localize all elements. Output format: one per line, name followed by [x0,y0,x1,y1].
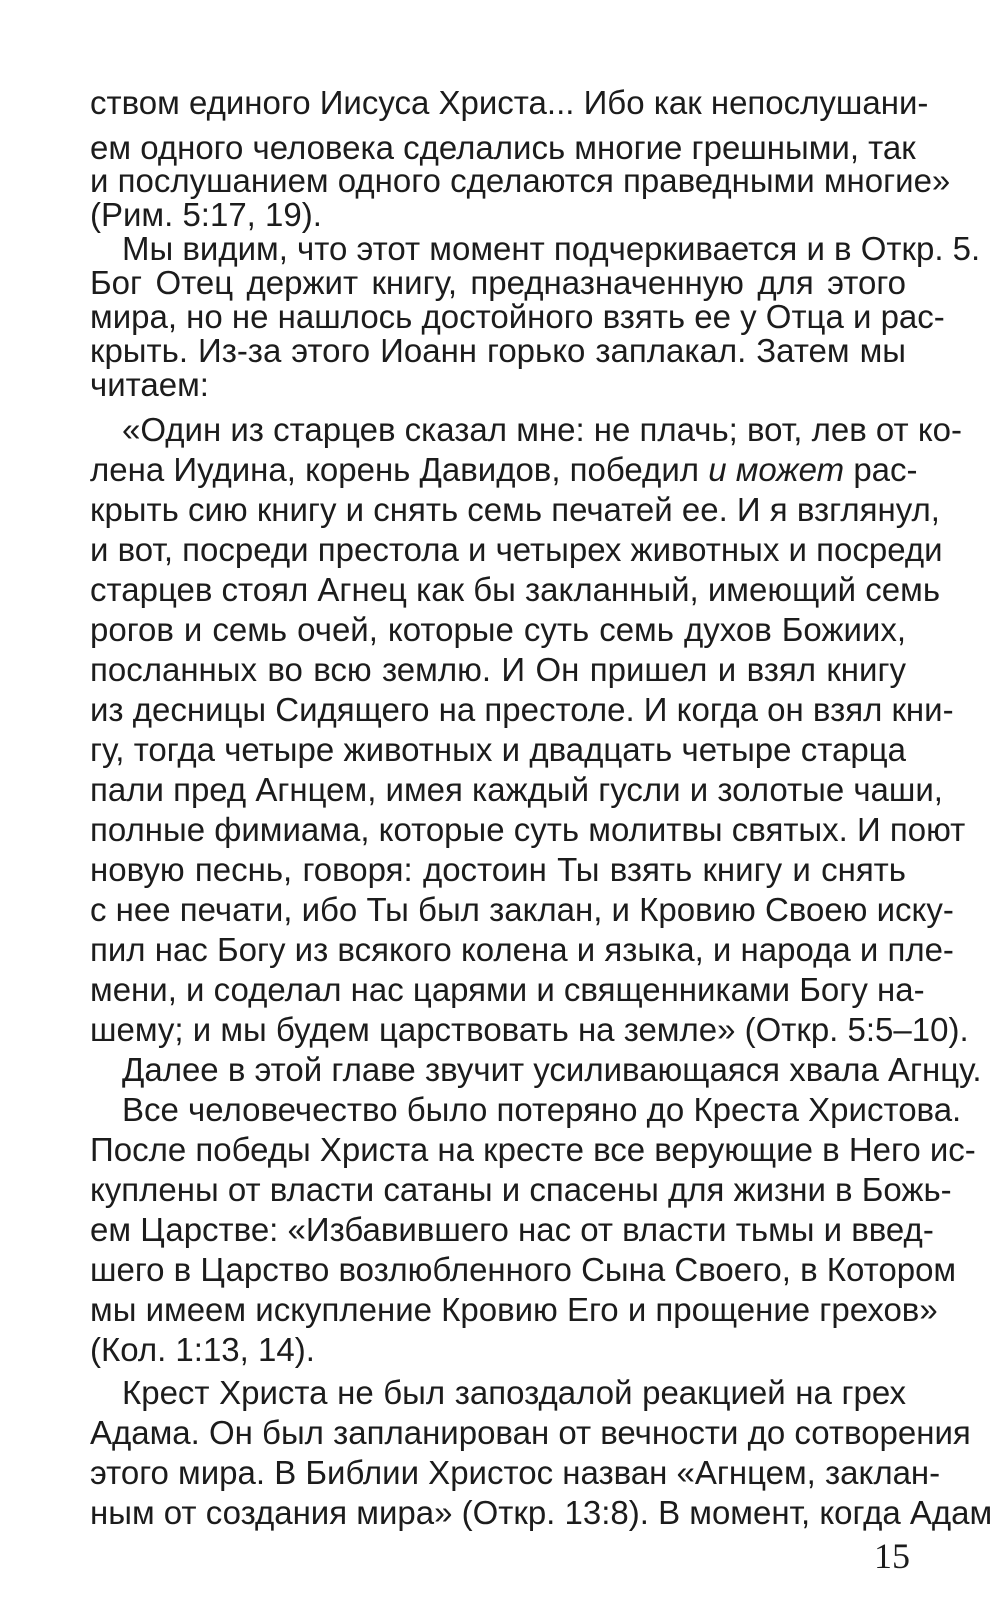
text-line: и вот, посреди престола и четырех животных и посреди [90,531,943,568]
text-line: рогов и семь очей, которые суть семь духов Божиих, [90,611,906,648]
text-line: из десницы Сидящего на престоле. И когда он взял кни- [90,691,954,728]
text-line: (Рим. 5:17, 19). [90,196,322,233]
text-line: и послушанием одного сделаются праведными многие» [90,162,951,199]
text-line: Далее в этой главе звучит усиливающаяся хвала Агнцу. [122,1051,982,1088]
text-line: мира, но не нашлось достойного взять ее у Отца и рас- [90,298,945,335]
text-segment: лена Иудина, корень Давидов, победил [90,451,700,488]
text-line: После победы Христа на кресте все верующие в Него ис- [90,1131,976,1168]
text-line: пали пред Агнцем, имея каждый гусли и золотые чаши, [90,771,943,808]
text-line: этого мира. В Библии Христос назван «Агнцем, заклан- [90,1454,941,1491]
text-line: ем Царстве: «Избавившего нас от власти тьмы и введ- [90,1211,934,1248]
text-line: мени, и соделал нас царями и священниками Богу на- [90,971,925,1008]
text-line: (Кол. 1:13, 14). [90,1331,315,1368]
text-line: посланных во всю землю. И Он пришел и взял книгу [90,651,906,688]
text-line: ством единого Иисуса Христа... Ибо как непослушани- [90,84,929,121]
text-segment: рас- [853,451,918,488]
text-line: Все человечество было потеряно до Креста Христова. [122,1091,962,1128]
text-line: старцев стоял Агнец как бы закланный, имеющий семь [90,571,941,608]
text-line: ем одного человека сделались многие грешными, так [90,129,916,166]
text-line: «Один из старцев сказал мне: не плачь; вот, лев от ко- [122,411,962,448]
text-line: крыть. Из-за этого Иоанн горько заплакал. Затем мы [90,332,906,369]
text-line: Адама. Он был запланирован от вечности до сотворения [90,1414,971,1451]
text-line: гу, тогда четыре животных и двадцать четыре старца [90,731,906,768]
text-line: Бог Отец держит книгу, предназначенную для этого [90,264,906,301]
text-line: шего в Царство возлюбленного Сына Своего, в Котором [90,1251,957,1288]
text-line: шему; и мы будем царствовать на земле» (Откр. 5:5–10). [90,1011,969,1048]
text-line: пил нас Богу из всякого колена и языка, и народа и пле- [90,931,954,968]
text-line: читаем: [90,366,209,403]
text-line: куплены от власти сатаны и спасены для жизни в Божь- [90,1171,952,1208]
text-line: Мы видим, что этот момент подчеркивается и в Откр. 5. [122,230,981,267]
text-line: новую песнь, говоря: достоин Ты взять книгу и снять [90,851,906,888]
text-line: Крест Христа не был запоздалой реакцией на грех [122,1374,906,1411]
text-line: с нее печати, ибо Ты был заклан, и Кровию Своею иску- [90,891,954,928]
italic-phrase: и может [708,451,845,488]
text-line-with-italic [90,449,918,491]
page-number: 15 [874,1536,910,1576]
text-line: мы имеем искупление Кровию Его и прощение грехов» [90,1291,938,1328]
text-line: крыть сию книгу и снять семь печатей ее. И я взглянул, [90,491,940,528]
text-line: полные фимиама, которые суть молитвы святых. И поют [90,811,966,848]
text-line: ным от создания мира» (Откр. 13:8). В момент, когда Адам [90,1494,993,1531]
